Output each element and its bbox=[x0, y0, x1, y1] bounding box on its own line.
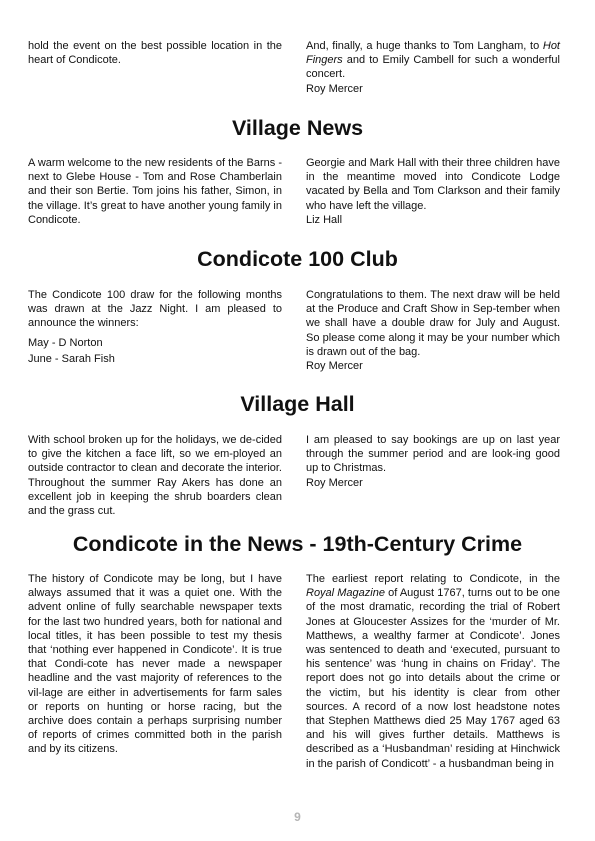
winner-item: June - Sarah Fish bbox=[28, 352, 115, 365]
club-signature: Roy Mercer bbox=[306, 360, 363, 373]
village-hall-left-text: With school broken up for the holidays, we de-cided to give the kitchen a face lift, so we em-ployed an outside contractor to clean and decorate the interior. Throughout the summer Ray Akers has done an excellent job in keeping the shrub boarders clean and the grass cut. bbox=[28, 434, 282, 518]
club-left-text: The Condicote 100 draw for the following months was drawn at the Jazz Night. I am pleased to announce the winners: bbox=[28, 289, 282, 330]
village-hall-right-column bbox=[306, 433, 560, 518]
crime-right-text bbox=[306, 572, 560, 771]
crime-left-text: The history of Condicote may be long, but I have always assumed that it was a quiet one. With the advent online of fully searchable newspaper texts for the last two hundred years, both for national and local titles, it has been possible to test my thesis that ‘nothing ever happened in Condicote’. It is true that Condi-cote has never made a newspaper headline and the vast majority of references to the vil-lage are either in advertisements for farm sales or reports on hunting or horse racing, but the archive does contain a perhaps surprising number of reports of crimes committed both in the parish and by its citizens. bbox=[28, 573, 282, 756]
winner-item: May - D Norton bbox=[28, 336, 103, 349]
intro-columns bbox=[28, 39, 560, 96]
intro-right-text-part: And, finally, a huge thanks to Tom Langham, to bbox=[306, 40, 543, 52]
crime-left-column bbox=[28, 572, 282, 771]
crime-right-text-part: of August 1767, turns out to be one of the most dramatic, recording the trial of Robert Jones at Gloucester Assizes for the ‘murder of Mr. Matthews, a wealthy farmer at Condicote’. Jones was sentenced to death and ‘executed, pursuant to his sentence’ was ‘hung in chains on Friday’. The report does not go into details about the crime or the victim, but his identity is clear from other sources. A record of a now lost headstone notes that Stephen Matthews died 25 May 1767 aged 63 and his will gives further details. Matthews is described as a ‘Husbandman’ residing at Hinchwick in the parish of Condicott’ - a husbandman being in bbox=[306, 587, 560, 770]
village-hall-signature: Roy Mercer bbox=[306, 476, 363, 489]
intro-left-text: hold the event on the best possible location in the heart of Condicote. bbox=[28, 40, 282, 67]
village-hall-columns bbox=[28, 433, 560, 518]
intro-signature: Roy Mercer bbox=[306, 82, 363, 95]
crime-right-column bbox=[306, 572, 560, 771]
club-left-column bbox=[28, 288, 282, 373]
hot-fingers-italic: Hot Fingers bbox=[306, 40, 560, 67]
club-right-column bbox=[306, 288, 560, 373]
club-columns bbox=[28, 288, 560, 373]
crime-heading: Condicote in the News - 19th-Century Crime bbox=[72, 532, 523, 556]
village-news-right-text: Georgie and Mark Hall with their three children have in the meantime moved into Condicote Lodge vacated by Bella and Tom Clarkson and their family who have left the village. bbox=[306, 157, 560, 212]
village-news-left-text: A warm welcome to the new residents of the Barns - next to Glebe House - Tom and Rose Chamberlain and their son Bertie. Tom joins his father, Simon, in the village. It’s great to have another young family in Condicote. bbox=[28, 157, 282, 226]
intro-right-column bbox=[306, 39, 560, 96]
crime-columns bbox=[28, 572, 560, 771]
village-news-heading: Village News bbox=[231, 116, 364, 140]
village-news-right-column bbox=[306, 156, 560, 227]
intro-right-text-part: and to Emily Cambell for such a wonderful concert. bbox=[306, 54, 560, 81]
royal-magazine-italic: Royal Magazine bbox=[306, 587, 385, 600]
village-news-signature: Liz Hall bbox=[306, 213, 343, 226]
village-news-left-column bbox=[28, 156, 282, 227]
club-right-text: Congratulations to them. The next draw will be held at the Produce and Craft Show in Sep-tember when we shall have a double draw for July and August. So please come along it may be your number which is drawn out of the bag. bbox=[306, 289, 560, 358]
village-hall-right-text: I am pleased to say bookings are up on last year through the summer period and are look-ing good up to Christmas. bbox=[306, 434, 560, 475]
crime-right-text-part: The earliest report relating to Condicote, in the bbox=[306, 573, 560, 585]
village-hall-left-column bbox=[28, 433, 282, 518]
intro-right-text bbox=[306, 39, 560, 82]
village-news-columns bbox=[28, 156, 560, 227]
intro-left-column bbox=[28, 39, 282, 96]
village-hall-heading: Village Hall bbox=[240, 392, 355, 416]
club-heading: Condicote 100 Club bbox=[197, 247, 398, 271]
page-number: 9 bbox=[294, 810, 301, 824]
